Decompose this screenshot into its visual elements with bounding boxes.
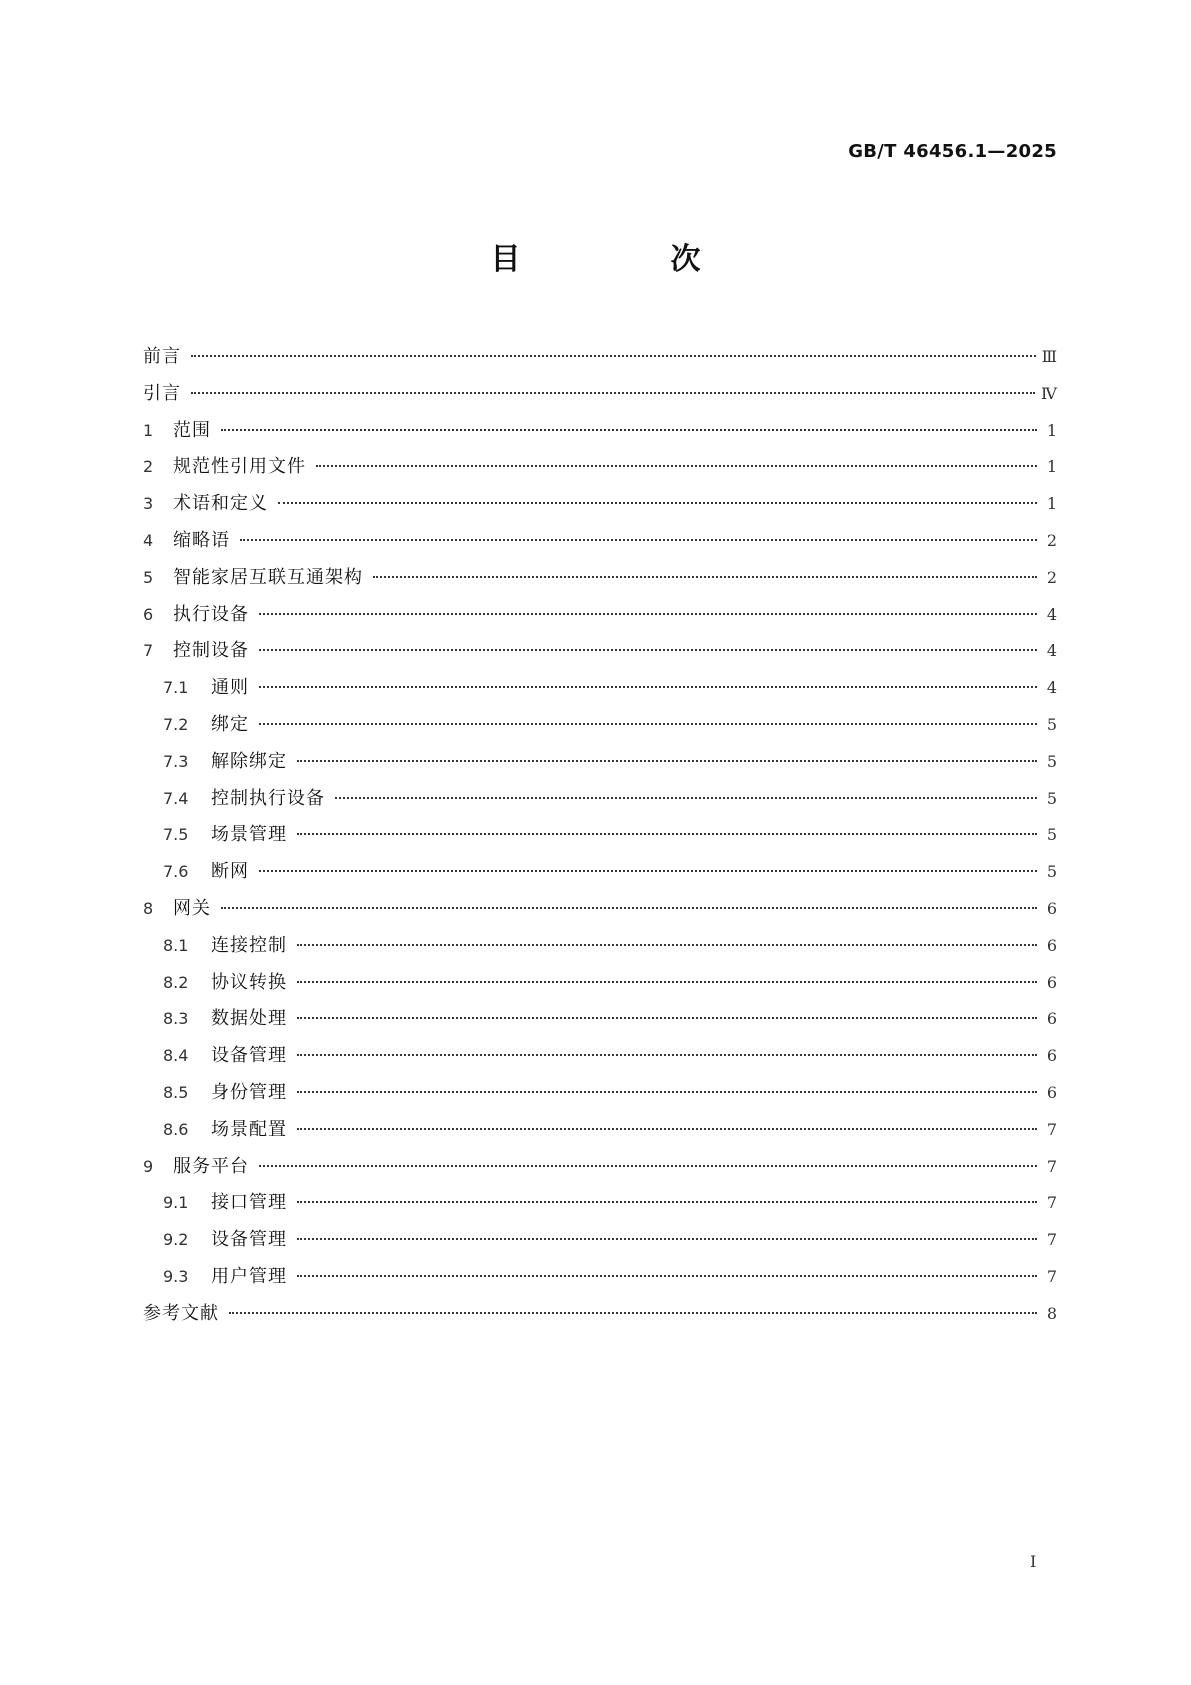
toc-entry-page: 6 [1046,1009,1057,1029]
toc-entry-page: 7 [1046,1266,1057,1286]
toc-entry[interactable] [143,928,1057,965]
toc-entry-page: 7 [1046,1193,1057,1213]
toc-entry[interactable] [143,1222,1057,1259]
toc-entry[interactable] [143,1259,1057,1296]
toc-dot-leader [191,355,1036,357]
toc-entry-page: 5 [1046,862,1057,882]
toc-dot-leader [229,1312,1037,1314]
toc-entry[interactable] [143,376,1057,413]
toc-dot-leader [240,539,1037,541]
toc-entry-page: Ⅳ [1041,383,1057,403]
toc-entry-page: 4 [1046,641,1057,661]
toc-entry-number: 7 [143,641,154,661]
toc-entry-title: 控制设备 [173,640,249,662]
toc-dot-leader [259,870,1037,872]
toc-entry-title: 数据处理 [211,1008,287,1030]
toc-entry-title: 设备管理 [211,1045,287,1067]
toc-entry-number: 9.2 [163,1230,189,1250]
toc-dot-leader [316,465,1037,467]
toc-dot-leader [259,649,1037,651]
toc-entry[interactable] [143,817,1057,854]
toc-entry-page: 6 [1046,1082,1057,1102]
toc-entry-number: 4 [143,530,154,550]
toc-entry[interactable] [143,891,1057,928]
toc-dot-leader [297,833,1037,835]
toc-entry[interactable] [143,1296,1057,1333]
toc-dot-leader [221,907,1037,909]
toc-dot-leader [278,502,1037,504]
toc-entry-page: 6 [1046,972,1057,992]
toc-entry-page: 6 [1046,898,1057,918]
toc-entry-title: 解除绑定 [211,750,287,772]
toc-entry-page: 7 [1046,1156,1057,1176]
toc-entry-number: 7.2 [163,714,189,734]
toc-dot-leader [221,429,1037,431]
toc-dot-leader [297,981,1037,983]
toc-dot-leader [297,1238,1037,1240]
toc-entry-number: 8.1 [163,935,189,955]
toc-dot-leader [259,686,1037,688]
toc-entry-number: 8.6 [163,1119,189,1139]
document-code: GB/T 46456.1—2025 [848,141,1057,162]
toc-entry-page: 5 [1046,751,1057,771]
toc-entry-page: 1 [1046,457,1057,477]
page-title: 目 次 [490,242,761,277]
toc-entry[interactable] [143,670,1057,707]
toc-entry-page: 6 [1046,1046,1057,1066]
toc-entry-page: 6 [1046,935,1057,955]
toc-dot-leader [259,1165,1037,1167]
toc-entry[interactable] [143,413,1057,450]
toc-entry-title: 范围 [173,419,211,441]
toc-entry-number: 8 [143,898,154,918]
toc-entry-page: 7 [1046,1119,1057,1139]
toc-dot-leader [259,613,1037,615]
toc-entry-number: 7.3 [163,751,189,771]
toc-entry[interactable] [143,339,1057,376]
toc-entry[interactable] [143,1038,1057,1075]
toc-entry[interactable] [143,854,1057,891]
toc-entry-page: 2 [1046,530,1057,550]
toc-entry-page: Ⅲ [1041,347,1057,366]
toc-entry[interactable] [143,486,1057,523]
toc-dot-leader [297,944,1037,946]
toc-entry-title: 通则 [211,677,249,699]
toc-entry-title: 规范性引用文件 [173,456,306,478]
toc-entry-number: 8.5 [163,1082,189,1102]
toc-dot-leader [297,1275,1037,1277]
toc-dot-leader [297,1054,1037,1056]
toc-entry-number: 5 [143,567,154,587]
toc-entry[interactable] [143,1075,1057,1112]
toc-entry-title: 场景管理 [211,824,287,846]
toc-entry[interactable] [143,449,1057,486]
toc-entry-title: 网关 [173,897,211,919]
toc-entry[interactable] [143,1112,1057,1149]
toc-entry-title: 智能家居互联互通架构 [173,566,363,588]
toc-dot-leader [259,723,1037,725]
toc-entry-title: 接口管理 [211,1192,287,1214]
toc-entry-number: 7.1 [163,678,189,698]
toc-entry[interactable] [143,560,1057,597]
toc-entry-number: 6 [143,604,154,624]
toc-entry-title: 用户管理 [211,1265,287,1287]
toc-entry-page: 1 [1046,494,1057,514]
toc-entry-number: 7.4 [163,788,189,808]
toc-entry-page: 7 [1046,1230,1057,1250]
toc-entry-title: 术语和定义 [173,493,268,515]
toc-entry-number: 8.2 [163,972,189,992]
toc-entry-page: 2 [1046,567,1057,587]
toc-entry-page: 4 [1046,678,1057,698]
toc-entry-title: 前言 [143,346,181,367]
toc-entry[interactable] [143,707,1057,744]
toc-entry-number: 8.3 [163,1009,189,1029]
toc-entry[interactable] [143,1001,1057,1038]
toc-entry[interactable] [143,965,1057,1002]
toc-dot-leader [297,760,1037,762]
toc-entry-number: 1 [143,420,154,440]
toc-entry-title: 引言 [143,382,181,404]
toc-entry-number: 9 [143,1156,154,1176]
toc-entry-page: 5 [1046,825,1057,845]
toc-entry[interactable] [143,633,1057,670]
toc-dot-leader [297,1201,1037,1203]
toc-entry-title: 绑定 [211,713,249,735]
toc-entry-number: 9.3 [163,1266,189,1286]
toc-entry[interactable] [143,1149,1057,1186]
toc-dot-leader [373,576,1037,578]
toc-entry-title: 连接控制 [211,934,287,956]
toc-dot-leader [335,797,1037,799]
toc-entry-page: 4 [1046,604,1057,624]
toc-entry-title: 执行设备 [173,603,249,625]
toc-entry[interactable] [143,597,1057,634]
toc-entry-number: 7.6 [163,862,189,882]
toc-entry-title: 协议转换 [211,971,287,993]
toc-entry-number: 3 [143,494,154,514]
toc-entry[interactable] [143,781,1057,818]
toc-entry[interactable] [143,744,1057,781]
toc-dot-leader [297,1017,1037,1019]
page-number: Ⅰ [1030,1552,1037,1571]
toc-entry-number: 2 [143,457,154,477]
toc-entry-page: 1 [1046,420,1057,440]
toc-entry-title: 设备管理 [211,1229,287,1251]
toc-entry[interactable] [143,1185,1057,1222]
toc-dot-leader [297,1091,1037,1093]
toc-entry-title: 断网 [211,861,249,883]
toc-entry-title: 参考文献 [143,1302,219,1324]
toc-entry-page: 5 [1046,714,1057,734]
toc-entry-number: 9.1 [163,1193,189,1213]
toc-entry-title: 缩略语 [173,529,230,551]
toc-entry[interactable] [143,523,1057,560]
toc-dot-leader [297,1128,1037,1130]
toc-entry-title: 服务平台 [173,1155,249,1177]
toc-dot-leader [191,392,1035,394]
toc-entry-title: 场景配置 [211,1118,287,1140]
toc-entry-page: 5 [1046,788,1057,808]
toc-entry-title: 身份管理 [211,1081,287,1103]
toc-entry-number: 8.4 [163,1046,189,1066]
toc-entry-page: 8 [1046,1303,1057,1323]
table-of-contents [143,339,1057,1333]
toc-entry-title: 控制执行设备 [211,787,325,809]
toc-entry-number: 7.5 [163,825,189,845]
